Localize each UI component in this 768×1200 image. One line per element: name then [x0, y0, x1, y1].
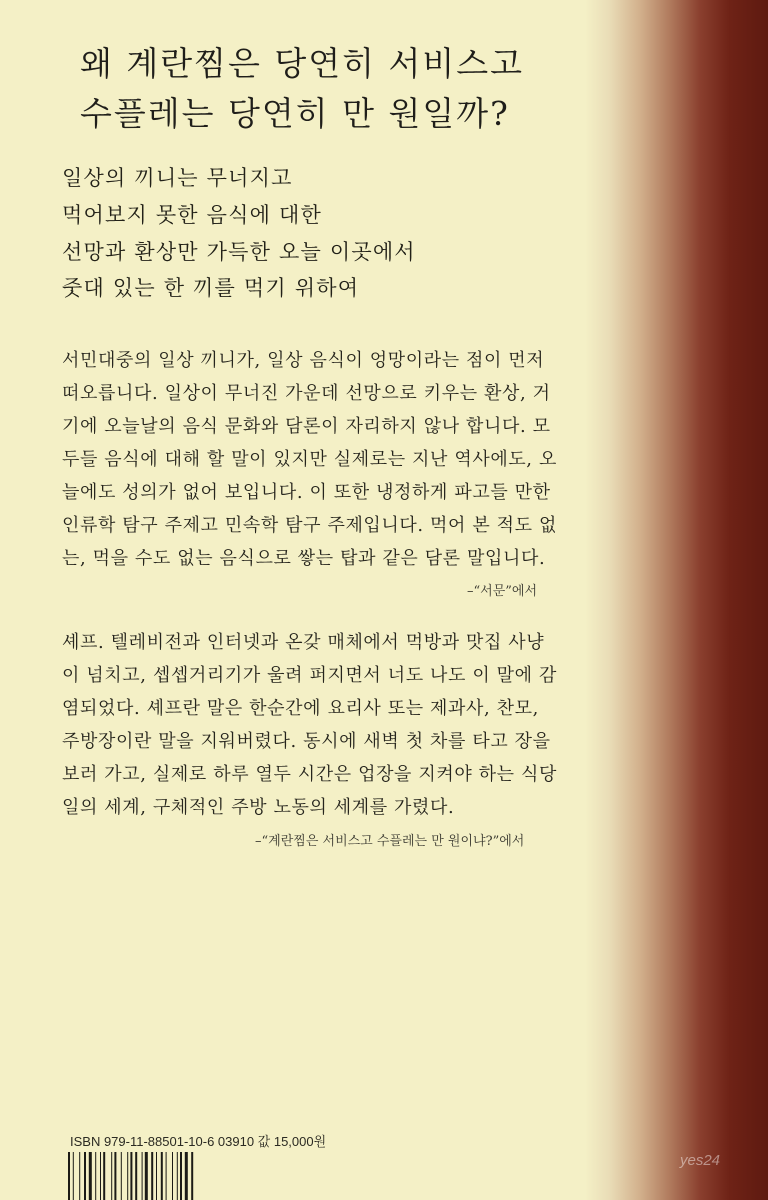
poem-line: 줏대 있는 한 끼를 먹기 위하여 — [62, 276, 360, 300]
excerpt-line: 서민대중의 일상 끼니가, 일상 음식이 엉망이라는 점이 먼저 — [62, 350, 545, 371]
barcode-bar — [172, 1152, 173, 1200]
excerpt-line: 는, 먹을 수도 없는 음식으로 쌓는 탑과 같은 담론 말입니다. — [62, 548, 546, 569]
barcode-bar — [95, 1152, 96, 1200]
barcode-bar — [73, 1152, 74, 1200]
barcode-bar — [166, 1152, 167, 1200]
excerpt-line: 염되었다. 셰프란 말은 한순간에 요리사 또는 제과사, 찬모, — [62, 698, 539, 719]
barcode-bar — [142, 1152, 143, 1200]
barcode-bar — [89, 1152, 92, 1200]
barcode-bar — [79, 1152, 80, 1200]
excerpt-line: 셰프. 텔레비전과 인터넷과 온갖 매체에서 먹방과 맛집 사냥 — [62, 632, 545, 653]
barcode-bar — [114, 1152, 116, 1200]
excerpt-source: –“서문”에서 — [467, 584, 538, 599]
barcode-bar — [161, 1152, 163, 1200]
poem-line: 먹어보지 못한 음식에 대한 — [62, 203, 322, 227]
barcode-bar — [100, 1152, 101, 1200]
excerpt-line: 보러 가고, 실제로 하루 열두 시간은 업장을 지켜야 하는 식당 — [62, 764, 557, 785]
barcode-bar — [191, 1152, 193, 1200]
barcode — [68, 1152, 228, 1200]
excerpt-line: 늘에도 성의가 없어 보입니다. 이 또한 냉정하게 파고들 만한 — [62, 482, 551, 503]
headline-line-1: 왜 계란찜은 당연히 서비스고 — [80, 44, 525, 83]
headline-line-2: 수플레는 당연히 만 원일까? — [80, 94, 510, 133]
barcode-bar — [185, 1152, 188, 1200]
barcode-bar — [103, 1152, 105, 1200]
excerpt-line: 일의 세계, 구체적인 주방 노동의 세계를 가렸다. — [62, 797, 455, 818]
barcode-bar — [127, 1152, 128, 1200]
isbn-price: ISBN 979-11-88501-10-6 03910 값 15,000원 — [70, 1134, 327, 1149]
barcode-bar — [145, 1152, 148, 1200]
excerpt-line: 이 넘치고, 셉셉거리기가 울려 퍼지면서 너도 나도 이 말에 감 — [62, 665, 557, 686]
barcode-bar — [151, 1152, 153, 1200]
barcode-bar — [68, 1152, 70, 1200]
barcode-bar — [135, 1152, 137, 1200]
excerpt-line: 주방장이란 말을 지워버렸다. 동시에 새벽 첫 차를 타고 장을 — [62, 731, 551, 752]
barcode-bar — [121, 1152, 122, 1200]
poem-line: 일상의 끼니는 무너지고 — [62, 166, 293, 190]
excerpt-source: –“계란찜은 서비스고 수플레는 만 원이냐?”에서 — [255, 834, 525, 849]
barcode-bar — [156, 1152, 157, 1200]
barcode-bar — [111, 1152, 112, 1200]
excerpt-line: 기에 오늘날의 음식 문화와 담론이 자리하지 않나 합니다. 모 — [62, 416, 551, 437]
barcode-bar — [180, 1152, 182, 1200]
excerpt-line: 인류학 탐구 주제고 민속학 탐구 주제입니다. 먹어 본 적도 없 — [62, 515, 557, 536]
barcode-bar — [130, 1152, 132, 1200]
barcode-bar — [84, 1152, 86, 1200]
barcode-bar — [177, 1152, 178, 1200]
watermark-logo: yes24 — [680, 1152, 721, 1169]
poem-line: 선망과 환상만 가득한 오늘 이곳에서 — [62, 240, 416, 264]
excerpt-line: 두들 음식에 대해 할 말이 있지만 실제로는 지난 역사에도, 오 — [62, 449, 557, 470]
excerpt-line: 떠오릅니다. 일상이 무너진 가운데 선망으로 키우는 환상, 거 — [62, 383, 551, 404]
